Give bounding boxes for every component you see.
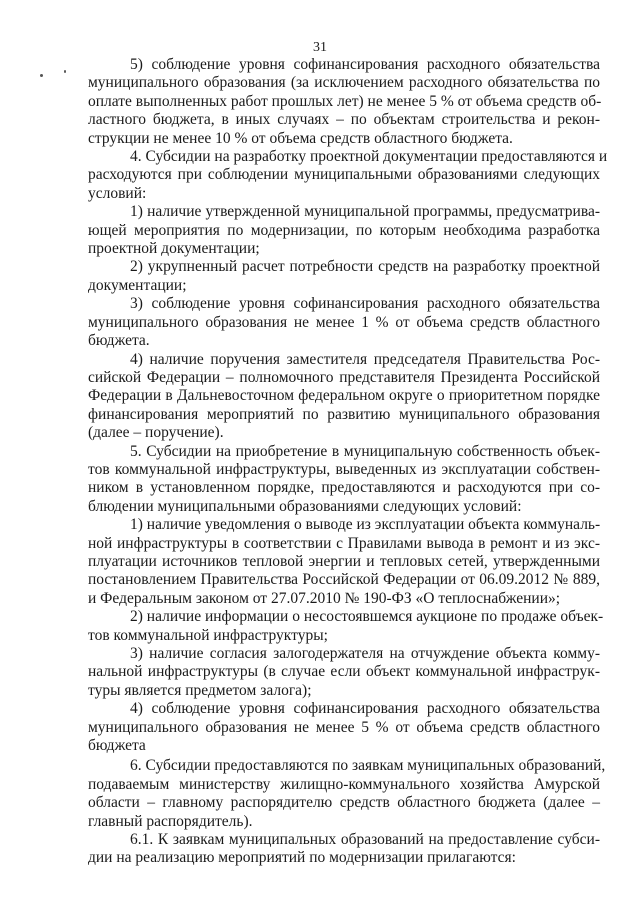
text-line: бюджета. [88, 332, 150, 350]
text-line: ником в установленном порядке, предоставляются и расходуются при со- [88, 479, 600, 497]
text-line: 3) соблюдение уровня софинансирования расходного обязательства [130, 295, 600, 313]
text-line: бюджета [88, 737, 146, 755]
text-line: оплате выполненных работ прошлых лет) не менее 5 % от объема средств об- [88, 92, 602, 110]
text-line: нальной инфраструктуры (в случае если объект коммунальной инфраструк- [88, 663, 600, 681]
text-line: муниципального образования (за исключением расходного обязательства по [88, 74, 600, 92]
text-line: условий: [88, 184, 147, 202]
text-line: туры является предметом залога); [88, 681, 312, 699]
text-line: плуатации источников тепловой энергии и тепловых сетей, утвержденными [88, 552, 600, 570]
text-line: ющей мероприятия по модернизации, по которым необходима разработка [88, 221, 600, 239]
text-line: 6. Субсидии предоставляются по заявкам муниципальных образований, [130, 757, 606, 775]
text-line: тов коммунальной инфраструктуры; [88, 626, 328, 644]
text-line: 1) наличие уведомления о выводе из эксплуатации объекта коммуналь- [130, 516, 601, 534]
text-line: 6.1. К заявкам муниципальных образований на предоставление субси- [130, 831, 600, 849]
text-line: 5. Субсидии на приобретение в муниципальную собственность объек- [130, 442, 600, 460]
text-line: муниципального образования не менее 5 % от объема средств областного [88, 718, 600, 736]
text-line: документации; [88, 276, 187, 294]
text-line: блюдении муниципальными образованиями следующих условий: [88, 497, 522, 515]
text-line: финансирования мероприятий по развитию муниципального образования [88, 405, 600, 423]
body-text [88, 56, 608, 868]
scan-speck [40, 74, 43, 77]
text-line: подаваемым министерству жилищно-коммунального хозяйства Амурской [88, 775, 600, 793]
text-line: ластного бюджета, в иных случаях – по объектам строительства и рекон- [88, 111, 600, 129]
text-line: области – главному распорядителю средств областного бюджета (далее – [88, 794, 600, 812]
text-line: постановлением Правительства Российской Федерации от 06.09.2012 № 889, [88, 571, 600, 589]
text-line: 4. Субсидии на разработку проектной документации предоставляются и [130, 148, 608, 166]
text-line: (далее – поручение). [88, 424, 224, 442]
text-line: 4) наличие поручения заместителя председателя Правительства Рос- [130, 350, 600, 368]
scan-speck [64, 70, 66, 73]
text-line: струкции не менее 10 % от объема средств областного бюджета. [88, 129, 513, 147]
text-line: 3) наличие согласия залогодержателя на отчуждение объекта комму- [130, 645, 600, 662]
text-line: 5) соблюдение уровня софинансирования расходного обязательства [130, 56, 600, 73]
page-number: 31 [313, 40, 327, 55]
text-line: ной инфраструктуры в соответствии с Правилами вывода в ремонт и из экс- [88, 534, 600, 552]
text-line: 2) укрупненный расчет потребности средств на разработку проектной [130, 258, 600, 276]
text-line: 1) наличие утвержденной муниципальной программы, предусматрива- [130, 203, 600, 221]
text-line: расходуются при соблюдении муниципальными образованиями следующих [88, 166, 600, 184]
text-line: 2) наличие информации о несостоявшемся аукционе по продаже объек- [130, 608, 604, 626]
text-line: муниципального образования не менее 1 % от объема средств областного [88, 313, 600, 331]
text-line: дии на реализацию мероприятий по модернизации прилагаются: [88, 849, 516, 867]
text-line: 4) соблюдение уровня софинансирования расходного обязательства [130, 700, 600, 718]
text-line: проектной документации; [88, 240, 260, 258]
text-line: тов коммунальной инфраструктуры, выведенных из эксплуатации собствен- [88, 460, 600, 478]
text-line: и Федеральным законом от 27.07.2010 № 190-ФЗ «О теплоснабжении»; [88, 589, 561, 607]
text-line: Федерации в Дальневосточном федеральном округе о приоритетном порядке [88, 387, 600, 405]
text-line: главный распорядитель). [88, 812, 253, 830]
text-line: сийской Федерации – полномочного представителя Президента Российской [88, 368, 600, 386]
